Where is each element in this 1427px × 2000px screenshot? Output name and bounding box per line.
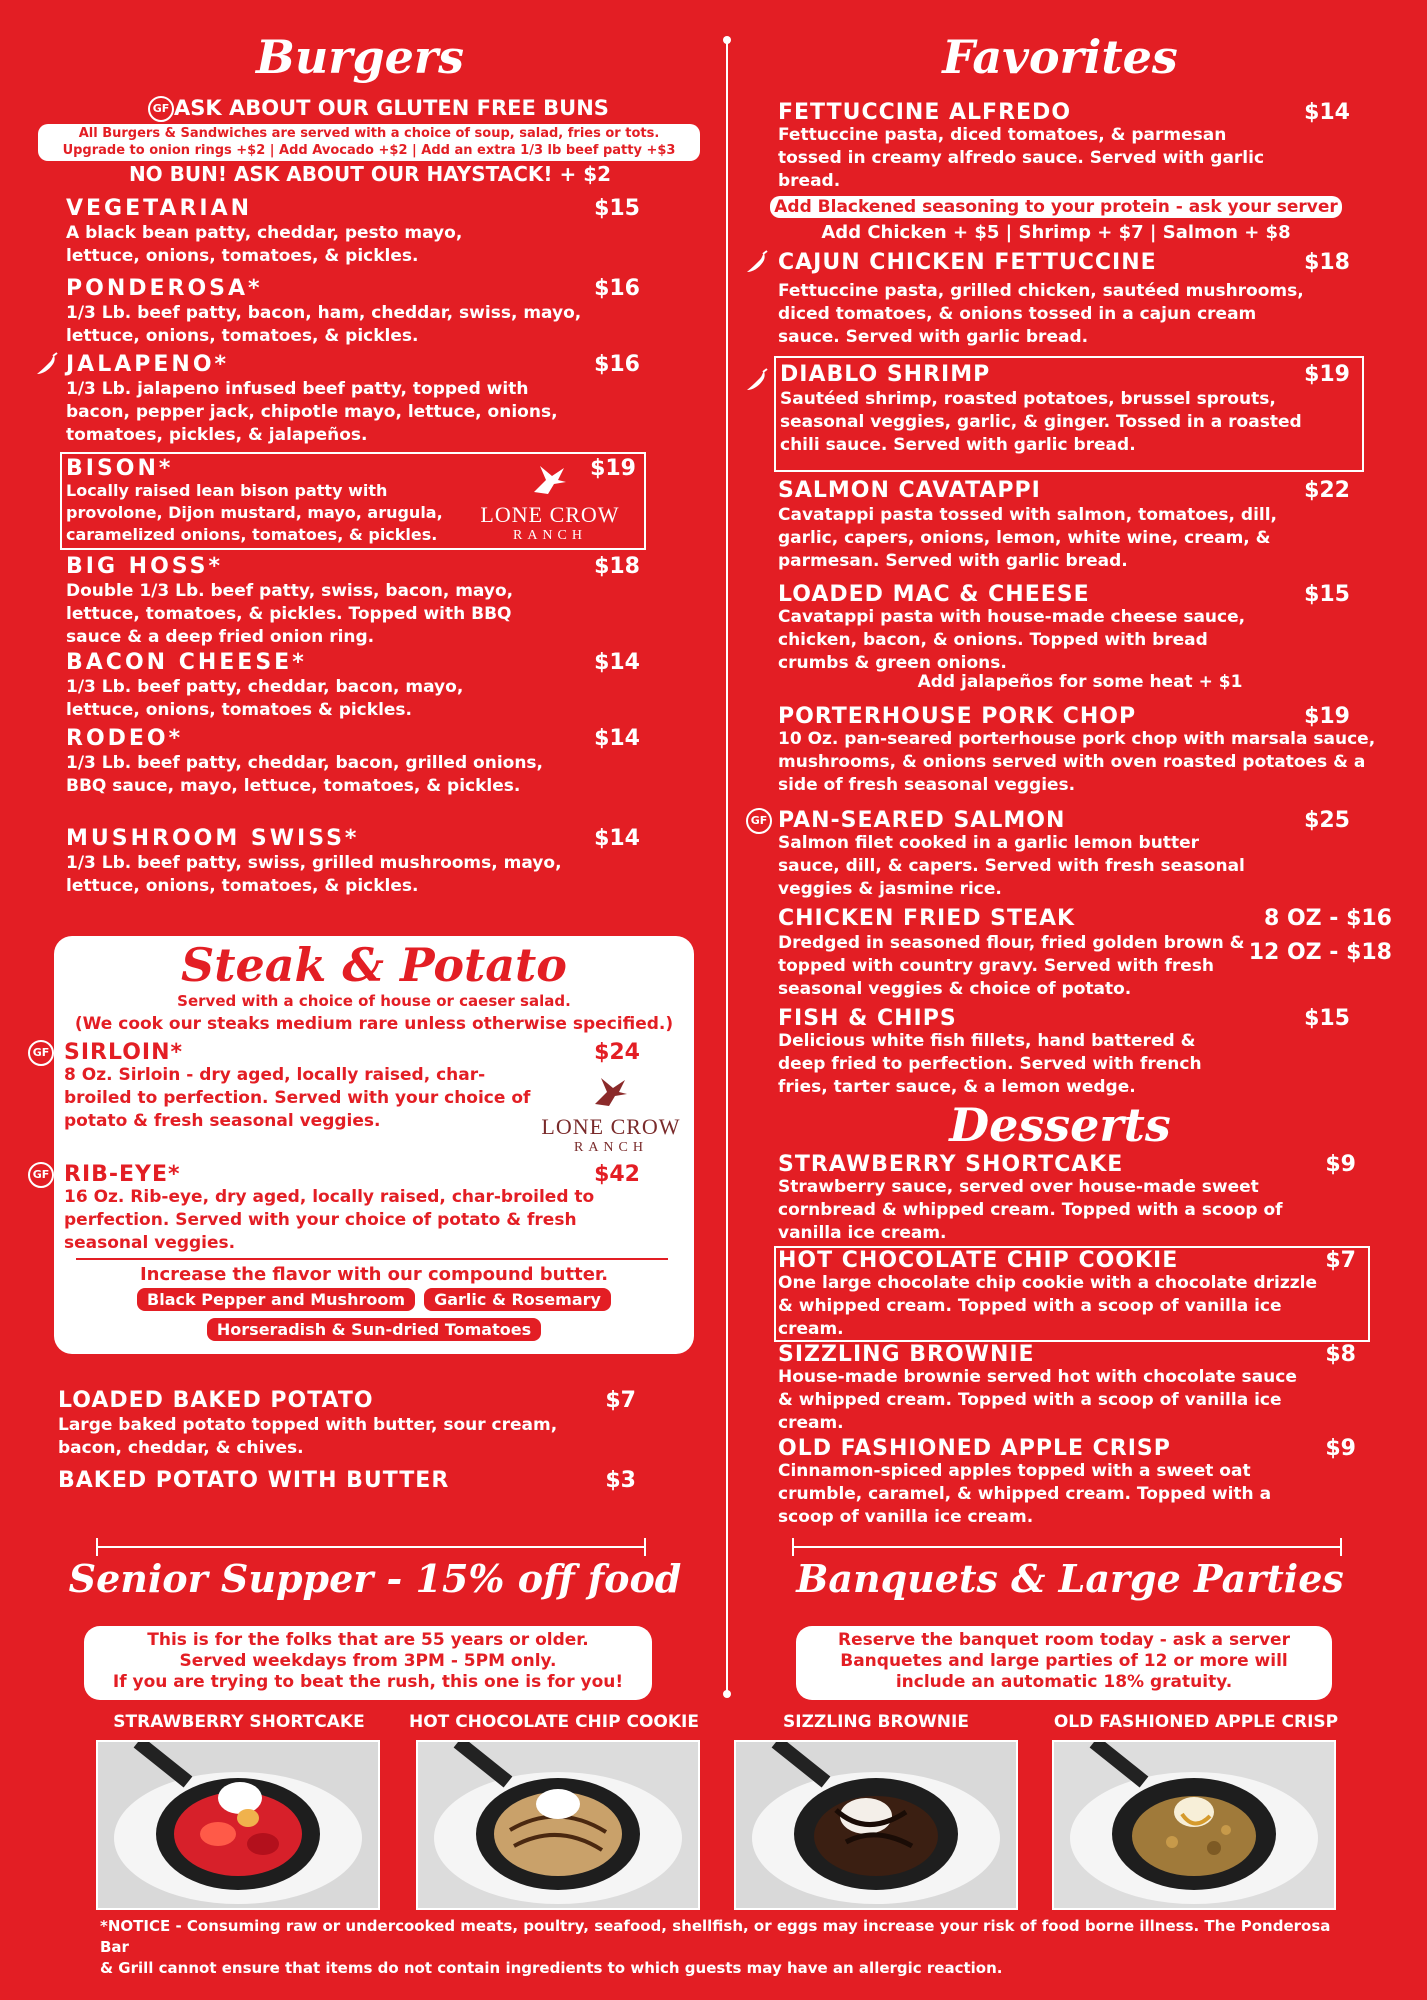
- item-desc-jalapeno: 1/3 Lb. jalapeno infused beef patty, topped with bacon, pepper jack, chipotle mayo, lettuce, onions, tomatoes, pickles, & jalapeños.: [66, 379, 558, 445]
- item-price-big-hoss: $18: [594, 554, 640, 579]
- notice-line-1: *NOTICE - Consuming raw or undercooked meats, poultry, seafood, shellfish, or eggs may increase your risk of food borne illness. The Ponderosa Bar: [100, 1917, 1331, 1956]
- item-name-old-fashioned-apple-crisp: OLD FASHIONED APPLE CRISP: [778, 1436, 1171, 1461]
- item-desc-old-fashioned-apple-crisp: Cinnamon-spiced apples topped with a sweet oat crumble, caramel, & whipped cream. Topped with a scoop of vanilla ice cream.: [778, 1461, 1272, 1527]
- item-name-ponderosa: PONDEROSA*: [66, 276, 263, 301]
- gluten-free-icon-rib-eye: GF: [28, 1162, 54, 1188]
- item-desc-bison: Locally raised lean bison patty with provolone, Dijon mustard, mayo, arugula, caramelized onions, tomatoes, & pickles.: [66, 481, 443, 544]
- banquets-title: Banquets & Large Parties: [796, 1556, 1344, 1601]
- banquets-line-1: Reserve the banquet room today - ask a server: [838, 1630, 1290, 1650]
- logo-line-1: LONE CROW: [480, 502, 620, 527]
- item-desc-loaded-mac-cheese: Cavatappi pasta with house-made cheese sauce, chicken, bacon, & onions. Topped with bread crumbs & green onions.: [778, 607, 1246, 673]
- item-desc-fettuccine-alfredo: Fettuccine pasta, diced tomatoes, & parmesan tossed in creamy alfredo sauce. Served with garlic bread.: [778, 125, 1265, 191]
- item-price-hot-chocolate-chip-cookie: $7: [1325, 1248, 1356, 1273]
- item-price-diablo-shrimp: $19: [1304, 362, 1350, 387]
- desserts-title: Desserts: [949, 1098, 1171, 1152]
- item-name-chicken-fried-steak: CHICKEN FRIED STEAK: [778, 906, 1076, 931]
- served-line-2: Upgrade to onion rings +$2 | Add Avocado +$2 | Add an extra 1/3 lb beef patty +$3: [62, 143, 676, 158]
- item-desc-hot-chocolate-chip-cookie: One large chocolate chip cookie with a chocolate drizzle & whipped cream. Topped with a scoop of vanilla ice cream.: [778, 1273, 1317, 1339]
- item-desc-salmon-cavatappi: Cavatappi pasta tossed with salmon, tomatoes, dill, garlic, capers, onions, lemon, white wine, cream, & parmesan. Served with garlic bread.: [778, 505, 1278, 571]
- photo-label-strawberry-shortcake: STRAWBERRY SHORTCAKE: [113, 1712, 365, 1732]
- item-name-porterhouse-pork-chop: PORTERHOUSE PORK CHOP: [778, 704, 1137, 729]
- senior-line-2: Served weekdays from 3PM - 5PM only.: [179, 1651, 557, 1671]
- chili-pepper-icon: [34, 352, 60, 384]
- butter-options-row-2: [54, 1316, 694, 1343]
- item-desc-strawberry-shortcake: Strawberry sauce, served over house-made sweet cornbread & whipped cream. Topped with a scoop of vanilla ice cream.: [778, 1177, 1283, 1243]
- item-price-fettuccine-alfredo: $14: [1304, 100, 1350, 125]
- lone-crow-ranch-logo-steak: [536, 1074, 686, 1156]
- butter-option-horseradish: Horseradish & Sun-dried Tomatoes: [207, 1318, 541, 1341]
- item-name-fish-chips: FISH & CHIPS: [778, 1006, 957, 1031]
- item-desc-diablo-shrimp: Sautéed shrimp, roasted potatoes, brussel sprouts, seasonal veggies, garlic, & ginger. Tossed in a roasted chili sauce. Served with garlic bread.: [780, 389, 1302, 455]
- butter-option-garlic-rosemary: Garlic & Rosemary: [424, 1288, 611, 1311]
- butter-option-black-pepper: Black Pepper and Mushroom: [137, 1288, 415, 1311]
- no-bun-note: NO BUN! ASK ABOUT OUR HAYSTACK! + $2: [128, 162, 612, 186]
- senior-line-1: This is for the folks that are 55 years or older.: [147, 1630, 589, 1650]
- senior-info-box: [84, 1626, 652, 1700]
- item-price-chicken-fried-steak-8oz: 8 OZ - $16: [1264, 906, 1392, 931]
- item-desc-porterhouse-pork-chop: 10 Oz. pan-seared porterhouse pork chop with marsala sauce, mushrooms, & onions served with oven roasted potatoes & a side of fresh seasonal veggies.: [778, 729, 1376, 795]
- item-name-loaded-mac-cheese: LOADED MAC & CHEESE: [778, 582, 1090, 607]
- item-name-pan-seared-salmon: PAN-SEARED SALMON: [778, 808, 1066, 833]
- item-desc-cajun-chicken-fettuccine: Fettuccine pasta, grilled chicken, sautéed mushrooms, diced tomatoes, & onions tossed in a cajun cream sauce. Served with garlic bread.: [778, 281, 1304, 347]
- crow-icon: [536, 1074, 686, 1114]
- item-price-loaded-baked-potato: $7: [605, 1388, 636, 1413]
- gluten-free-icon-salmon: GF: [746, 808, 772, 834]
- gluten-free-icon: GF: [148, 96, 174, 122]
- item-price-chicken-fried-steak-12oz: 12 OZ - $18: [1248, 940, 1392, 965]
- gluten-free-note: ASK ABOUT OUR GLUTEN FREE BUNS: [174, 96, 609, 120]
- item-name-diablo-shrimp: DIABLO SHRIMP: [780, 362, 991, 387]
- steak-title: Steak & Potato: [181, 938, 567, 992]
- item-name-rodeo: RODEO*: [66, 726, 184, 751]
- item-name-strawberry-shortcake: STRAWBERRY SHORTCAKE: [778, 1152, 1124, 1177]
- center-divider: [726, 42, 728, 1694]
- divider-dot-bottom: [723, 1690, 731, 1698]
- banquets-rule-cap-right: [1340, 1538, 1342, 1556]
- item-desc-fish-chips: Delicious white fish fillets, hand battered & deep fried to perfection. Served with french fries, tarter sauce, & a lemon wedge.: [778, 1031, 1202, 1097]
- item-name-sirloin: SIRLOIN*: [64, 1040, 184, 1065]
- item-price-fish-chips: $15: [1304, 1006, 1350, 1031]
- senior-line-3: If you are trying to beat the rush, this one is for you!: [112, 1672, 624, 1692]
- photo-hot-chocolate-chip-cookie: [416, 1740, 700, 1910]
- item-desc-big-hoss: Double 1/3 Lb. beef patty, swiss, bacon, mayo, lettuce, tomatoes, & pickles. Topped with BBQ sauce & a deep fried onion ring.: [66, 581, 514, 647]
- banquets-info-box: [796, 1626, 1332, 1700]
- item-name-bacon-cheese: BACON CHEESE*: [66, 650, 307, 675]
- item-price-porterhouse-pork-chop: $19: [1304, 704, 1350, 729]
- jalapeno-add-note: Add jalapeños for some heat + $1: [917, 672, 1243, 692]
- senior-title: Senior Supper - 15% off food: [68, 1556, 682, 1601]
- banquets-rule: [792, 1546, 1342, 1548]
- item-desc-ponderosa: 1/3 Lb. beef patty, bacon, ham, cheddar, swiss, mayo, lettuce, onions, tomatoes, & pickles.: [66, 303, 582, 346]
- item-name-salmon-cavatappi: SALMON CAVATAPPI: [778, 478, 1041, 503]
- item-name-bison: BISON*: [66, 456, 174, 481]
- item-price-sizzling-brownie: $8: [1325, 1342, 1356, 1367]
- banquets-line-3: include an automatic 18% gratuity.: [895, 1672, 1233, 1692]
- banquets-line-2: Banquetes and large parties of 12 or more will: [840, 1651, 1288, 1671]
- item-name-fettuccine-alfredo: FETTUCCINE ALFREDO: [778, 100, 1072, 125]
- item-name-vegetarian: VEGETARIAN: [66, 196, 253, 221]
- item-price-bison: $19: [590, 456, 636, 481]
- logo-line-2: RANCH: [573, 1140, 648, 1155]
- served-line-1: All Burgers & Sandwiches are served with a choice of soup, salad, fries or tots.: [78, 126, 660, 141]
- notice-line-2: & Grill cannot ensure that items do not contain ingredients to which guests may have an allergic reaction.: [100, 1959, 1003, 1977]
- item-price-rodeo: $14: [594, 726, 640, 751]
- item-price-old-fashioned-apple-crisp: $9: [1325, 1436, 1356, 1461]
- crow-icon: [470, 462, 630, 502]
- item-name-cajun-chicken-fettuccine: CAJUN CHICKEN FETTUCCINE: [778, 250, 1157, 275]
- butter-options-row-1: [54, 1286, 694, 1313]
- photo-label-old-fashioned-apple-crisp: OLD FASHIONED APPLE CRISP: [1053, 1712, 1339, 1732]
- add-protein-note: Add Chicken + $5 | Shrimp + $7 | Salmon + $8: [821, 222, 1291, 243]
- divider-dot-top: [723, 36, 731, 44]
- senior-rule-cap-right: [644, 1538, 646, 1556]
- blackened-note: Add Blackened seasoning to your protein - ask your server: [770, 196, 1342, 218]
- logo-line-1: LONE CROW: [541, 1114, 681, 1139]
- item-desc-mushroom-swiss: 1/3 Lb. beef patty, swiss, grilled mushrooms, mayo, lettuce, onions, tomatoes, & pickles.: [66, 853, 562, 896]
- senior-rule-cap-left: [96, 1538, 98, 1556]
- photo-sizzling-brownie: [734, 1740, 1018, 1910]
- item-price-mushroom-swiss: $14: [594, 826, 640, 851]
- photo-label-hot-chocolate-chip-cookie: HOT CHOCOLATE CHIP COOKIE: [409, 1712, 699, 1732]
- item-name-sizzling-brownie: SIZZLING BROWNIE: [778, 1342, 1035, 1367]
- item-price-baked-potato: $3: [605, 1468, 636, 1493]
- steak-served-note: Served with a choice of house or caeser salad.: [177, 992, 571, 1010]
- item-price-sirloin: $24: [594, 1040, 640, 1065]
- item-desc-bacon-cheese: 1/3 Lb. beef patty, cheddar, bacon, mayo, lettuce, onions, tomatoes & pickles.: [66, 677, 464, 720]
- item-desc-chicken-fried-steak: Dredged in seasoned flour, fried golden brown & topped with country gravy. Served with fresh seasonal veggies & choice of potato.: [778, 933, 1245, 999]
- burgers-served-note: [38, 124, 700, 161]
- item-desc-sirloin: 8 Oz. Sirloin - dry aged, locally raised, char-broiled to perfection. Served with your choice of potato & fresh seasonal veggies.: [64, 1065, 531, 1131]
- item-price-strawberry-shortcake: $9: [1325, 1152, 1356, 1177]
- favorites-title: Favorites: [942, 30, 1178, 84]
- item-name-hot-chocolate-chip-cookie: HOT CHOCOLATE CHIP COOKIE: [778, 1248, 1179, 1273]
- item-name-loaded-baked-potato: LOADED BAKED POTATO: [58, 1388, 374, 1413]
- logo-line-2: RANCH: [512, 528, 587, 543]
- senior-rule: [96, 1546, 646, 1548]
- burgers-title: Burgers: [255, 30, 465, 84]
- item-price-cajun-chicken-fettuccine: $18: [1304, 250, 1350, 275]
- item-name-mushroom-swiss: MUSHROOM SWISS*: [66, 826, 360, 851]
- item-desc-vegetarian: A black bean patty, cheddar, pesto mayo, lettuce, onions, tomatoes, & pickles.: [66, 223, 463, 266]
- item-desc-rib-eye: 16 Oz. Rib-eye, dry aged, locally raised, char-broiled to perfection. Served with your choice of potato & fresh seasonal veggies.: [64, 1187, 595, 1253]
- item-price-loaded-mac-cheese: $15: [1304, 582, 1350, 607]
- photo-old-fashioned-apple-crisp: [1052, 1740, 1336, 1910]
- item-name-big-hoss: BIG HOSS*: [66, 554, 223, 579]
- item-price-ponderosa: $16: [594, 276, 640, 301]
- item-price-jalapeno: $16: [594, 352, 640, 377]
- item-price-bacon-cheese: $14: [594, 650, 640, 675]
- item-desc-rodeo: 1/3 Lb. beef patty, cheddar, bacon, grilled onions, BBQ sauce, mayo, lettuce, tomatoes, & pickles.: [66, 753, 544, 796]
- item-price-rib-eye: $42: [594, 1162, 640, 1187]
- item-name-jalapeno: JALAPENO*: [66, 352, 230, 377]
- item-desc-pan-seared-salmon: Salmon filet cooked in a garlic lemon butter sauce, dill, & capers. Served with fresh seasonal veggies & jasmine rice.: [778, 833, 1245, 899]
- item-price-salmon-cavatappi: $22: [1304, 478, 1350, 503]
- notice-text: [100, 1916, 1360, 1979]
- item-price-vegetarian: $15: [594, 196, 640, 221]
- item-desc-loaded-baked-potato: Large baked potato topped with butter, sour cream, bacon, cheddar, & chives.: [58, 1415, 558, 1458]
- photo-strawberry-shortcake: [96, 1740, 380, 1910]
- item-desc-sizzling-brownie: House-made brownie served hot with chocolate sauce & whipped cream. Topped with a scoop of vanilla ice cream.: [778, 1367, 1297, 1433]
- chili-pepper-icon: [744, 250, 770, 282]
- steak-cook-note: (We cook our steaks medium rare unless otherwise specified.): [74, 1014, 674, 1034]
- lone-crow-ranch-logo: [470, 462, 630, 544]
- banquets-rule-cap-left: [792, 1538, 794, 1556]
- butter-heading: Increase the flavor with our compound butter.: [139, 1264, 609, 1285]
- item-price-pan-seared-salmon: $25: [1304, 808, 1350, 833]
- chili-pepper-icon: [744, 368, 770, 400]
- item-name-baked-potato: BAKED POTATO WITH BUTTER: [58, 1468, 450, 1493]
- item-name-rib-eye: RIB-EYE*: [64, 1162, 181, 1187]
- photo-label-sizzling-brownie: SIZZLING BROWNIE: [783, 1712, 969, 1732]
- gluten-free-icon-sirloin: GF: [28, 1040, 54, 1066]
- butter-divider: [76, 1258, 668, 1260]
